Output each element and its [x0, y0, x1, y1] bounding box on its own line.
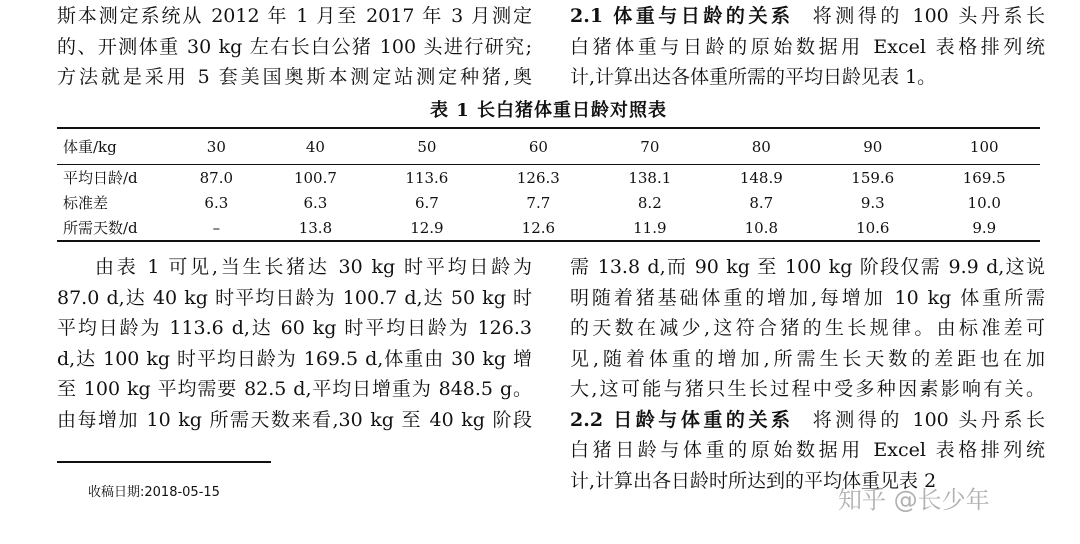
section-2-2-first-line: [570, 405, 1045, 436]
table-cell: 126.3: [516, 168, 560, 187]
table-cell: 6.3: [204, 193, 229, 212]
row-label: 所需天数/d: [63, 219, 138, 237]
table-row: [57, 165, 1040, 191]
text-line: 计,计算出达各体重所需的平均日龄见表 1。: [570, 66, 937, 88]
table-header-row: [57, 128, 1040, 165]
left-column-top: [57, 1, 532, 93]
table-cell: 113.6: [405, 168, 449, 187]
text-line: [570, 1, 1045, 32]
text-fragment: 将测得的 100 头丹系长: [812, 408, 1045, 431]
footnote-rule: [57, 461, 271, 463]
row-label: 平均日龄/d: [63, 169, 138, 187]
table-cell: 87.0: [199, 168, 234, 187]
header-cell: 100: [929, 128, 1041, 165]
watermark: 知乎 @长少年: [838, 486, 990, 514]
table-cell: 169.5: [962, 168, 1006, 187]
text-fragment: 将测得的 100 头丹系长: [812, 5, 1045, 27]
table-cell: 6.7: [414, 193, 439, 212]
table-cell: –: [212, 218, 221, 237]
data-table: [57, 127, 1040, 242]
header-cell: 80: [706, 128, 817, 165]
table-cell: 8.2: [637, 193, 662, 212]
table-cell: 9.9: [972, 218, 997, 237]
text-line: 大,这可能与猪只生长过程中受多种因素影响有关。: [570, 378, 1045, 400]
text-line: 见,随着体重的增加,所需生长天数的差距也在加: [570, 347, 1045, 370]
text-line: 计,计算出各日龄时所达到的平均体重见表 2: [570, 469, 937, 492]
section-heading: 2.2 日龄与体重的关系: [570, 408, 794, 431]
row-label: 标准差: [63, 194, 109, 212]
text-line: 由每增加 10 kg 所需天数来看,30 kg 至 40 kg 阶段: [57, 408, 532, 431]
table-cell: 7.7: [526, 193, 551, 212]
table-cell: 12.9: [410, 218, 444, 237]
table-cell: 10.0: [967, 193, 1001, 212]
text-line: 白猪日龄与体重的原始数据用 Excel 表格排列统: [570, 439, 1045, 461]
table-row: [57, 190, 1040, 215]
header-cell: 30: [173, 128, 260, 165]
right-column-bottom: [570, 252, 1045, 496]
section-2-1: [570, 1, 1045, 93]
left-column-bottom: [57, 252, 532, 435]
table-cell: 12.6: [521, 218, 556, 237]
text-line: 白猪体重与日龄的原始数据用 Excel 表格排列统: [570, 35, 1045, 58]
table-cell: 11.9: [633, 218, 667, 237]
text-line: 的、开测体重 30 kg 左右长白公猪 100 头进行研究;: [57, 35, 532, 58]
table-cell: 6.3: [303, 193, 328, 212]
table-cell: 10.8: [744, 218, 778, 237]
header-cell: 90: [817, 128, 928, 165]
text-line: 由表 1 可见,当生长猪达 30 kg 时平均日龄为: [95, 256, 532, 278]
table-cell: 100.7: [293, 168, 337, 187]
table-title: 表 1 长白猪体重日龄对照表: [429, 100, 668, 121]
text-line: 的天数在减少,这符合猪的生长规律。由标准差可: [570, 317, 1045, 339]
text-line: 明随着猪基础体重的增加,每增加 10 kg 体重所需: [570, 286, 1045, 309]
received-date: 收稿日期:2018-05-15: [88, 485, 220, 500]
section-heading: 2.1 体重与日龄的关系: [570, 5, 794, 27]
table-row: [57, 215, 1040, 241]
text-line: 至 100 kg 平均需要 82.5 d,平均日增重为 848.5 g。: [57, 378, 532, 400]
header-cell: 50: [371, 128, 482, 165]
table-cell: 9.3: [860, 193, 885, 212]
text-line: 方法就是采用 5 套美国奥斯本测定站测定种猪,奥: [57, 66, 532, 88]
table-cell: 159.6: [851, 168, 895, 187]
text-line: 斯本测定系统从 2012 年 1 月至 2017 年 3 月测定: [57, 5, 532, 27]
header-cell: 70: [594, 128, 705, 165]
header-cell: 60: [483, 128, 594, 165]
table-cell: 10.6: [856, 218, 890, 237]
table-cell: 13.8: [298, 218, 333, 237]
text-line: d,达 100 kg 时平均日龄为 169.5 d,体重由 30 kg 增: [57, 347, 532, 370]
table-cell: 148.9: [739, 168, 783, 187]
text-line: 需 13.8 d,而 90 kg 至 100 kg 阶段仅需 9.9 d,这说: [570, 256, 1045, 278]
table-cell: 138.1: [628, 168, 672, 187]
header-cell: 体重/kg: [57, 128, 173, 165]
table-cell: 8.7: [749, 193, 774, 212]
header-cell: 40: [260, 128, 371, 165]
text-line: 平均日龄为 113.6 d,达 60 kg 时平均日龄为 126.3: [57, 317, 532, 339]
text-line: 87.0 d,达 40 kg 时平均日龄为 100.7 d,达 50 kg 时: [57, 286, 532, 309]
